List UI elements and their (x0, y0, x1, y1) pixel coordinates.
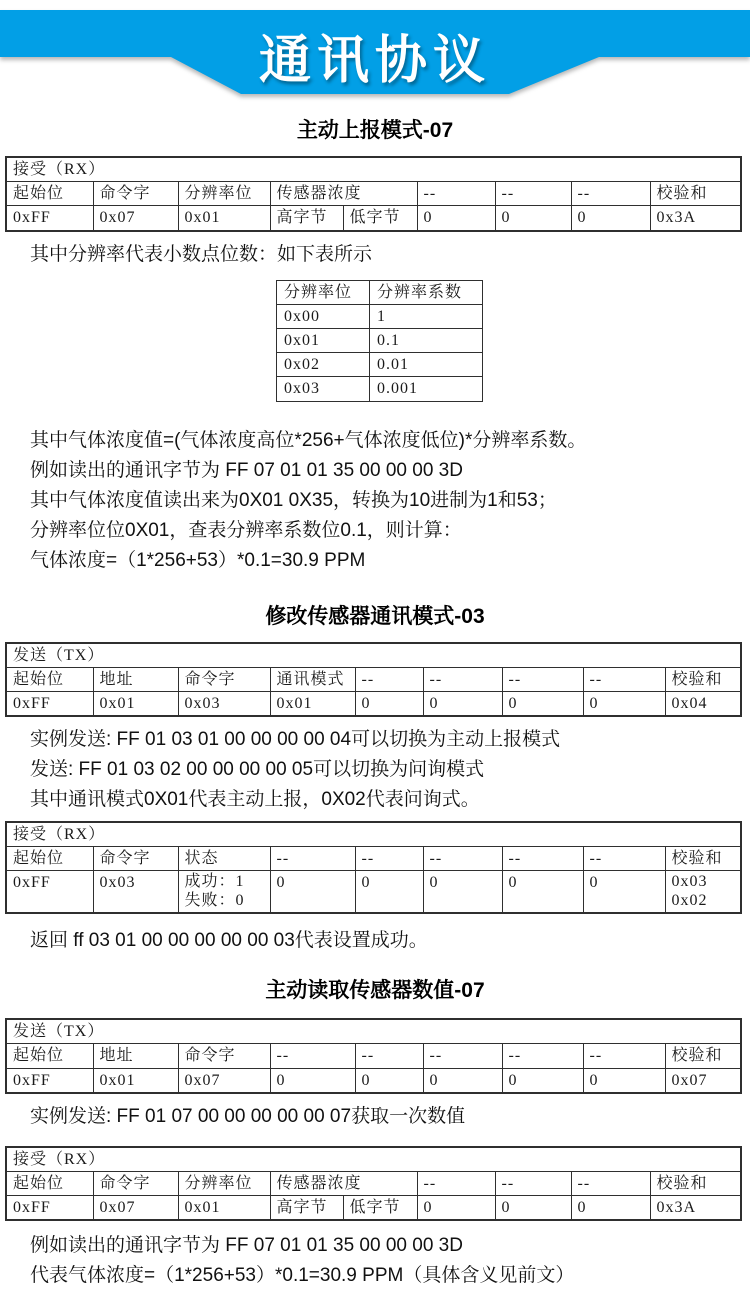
header-cell: 地址 (93, 1044, 178, 1068)
header-cell: -- (571, 182, 650, 206)
table-caption: 发送（TX） (6, 643, 741, 668)
data-cell: 0x07 (93, 206, 178, 231)
data-cell: 0x01 (93, 1068, 178, 1093)
data-cell: 0x07 (178, 1068, 270, 1093)
data-cell: 0 (270, 1068, 355, 1093)
table-caption: 发送（TX） (6, 1019, 741, 1044)
header-cell: -- (355, 1044, 423, 1068)
data-cell: 0 (571, 206, 650, 231)
table-data-row (6, 871, 741, 913)
table-header-row (6, 1044, 741, 1068)
section-title-report-mode: 主动上报模式-07 (296, 119, 454, 142)
data-cell: 0x07 (93, 1196, 178, 1221)
data-cell: 0x3A (650, 1196, 741, 1221)
data-cell: 0x01 (277, 328, 370, 352)
header-cell: -- (583, 1044, 665, 1068)
data-cell: 0 (583, 691, 665, 716)
header-cell: 状态 (178, 847, 270, 871)
status-cell (178, 871, 270, 913)
mode-paragraph (30, 725, 750, 815)
data-cell: 0x01 (178, 206, 270, 231)
header-cell: 起始位 (6, 1044, 93, 1068)
text-line: 例如读出的通讯字节为 FF 07 01 01 35 00 00 00 3D (30, 459, 463, 481)
header-cell: 分辨率位 (178, 1171, 270, 1195)
data-cell: 0x01 (93, 691, 178, 716)
table-caption-row (6, 643, 741, 668)
data-cell: 0xFF (6, 1068, 93, 1093)
data-cell: 0 (270, 871, 355, 913)
header-cell: 地址 (93, 667, 178, 691)
text-line: 其中气体浓度值=(气体浓度高位*256+气体浓度低位)*分辨率系数。 (30, 429, 587, 451)
table-caption: 接受（RX） (6, 157, 741, 182)
calculation-paragraph (30, 426, 750, 576)
table-caption-row (6, 1019, 741, 1044)
header-cell: 校验和 (650, 1171, 741, 1195)
header-cell: 命令字 (178, 667, 270, 691)
data-cell: 0 (355, 691, 423, 716)
table-caption-row (6, 822, 741, 847)
data-cell: 低字节 (343, 1196, 417, 1221)
status-line: 失败：0 (184, 891, 245, 909)
header-cell: -- (502, 847, 583, 871)
table-data-row (6, 691, 741, 716)
header-cell: 校验和 (665, 667, 741, 691)
data-cell: 0xFF (6, 1196, 93, 1221)
data-cell: 0 (495, 206, 571, 231)
header-cell: -- (417, 182, 495, 206)
read-example-text: 实例发送: FF 01 07 00 00 00 00 00 07获取一次数值 (30, 1105, 466, 1127)
data-cell: 0.1 (370, 328, 483, 352)
table-data-row (6, 1196, 741, 1221)
table-data-row (277, 328, 483, 352)
data-cell: 0 (423, 691, 502, 716)
text-line: 实例发送: FF 01 03 01 00 00 00 00 04可以切换为主动上报模式 (30, 729, 561, 751)
data-cell: 0 (583, 1068, 665, 1093)
text-line: 其中通讯模式0X01代表主动上报，0X02代表问询式。 (30, 789, 480, 811)
data-cell: 0 (355, 871, 423, 913)
text-line: 代表气体浓度=（1*256+53）*0.1=30.9 PPM（具体含义见前文） (30, 1265, 575, 1287)
data-cell: 0xFF (6, 206, 93, 231)
header-cell: 校验和 (665, 847, 741, 871)
header-cell: 命令字 (93, 1171, 178, 1195)
header-cell: 分辨率位 (277, 280, 370, 304)
header-cell: 起始位 (6, 1171, 93, 1195)
table-data-row (277, 353, 483, 377)
data-cell: 0 (423, 1068, 502, 1093)
header-cell: -- (423, 1044, 502, 1068)
data-cell: 0x00 (277, 304, 370, 328)
text-line: 其中气体浓度值读出来为0X01 0X35，转换为10进制为1和53； (30, 489, 557, 511)
header-cell: 通讯模式 (270, 667, 355, 691)
checksum-line: 0x02 (671, 891, 708, 909)
data-cell: 0 (417, 1196, 495, 1221)
data-cell: 0.01 (370, 353, 483, 377)
data-cell: 0x02 (277, 353, 370, 377)
data-cell: 0x03 (178, 691, 270, 716)
rx-read-table (5, 1146, 742, 1222)
header-banner (0, 0, 750, 100)
table-header-row (6, 182, 741, 206)
data-cell: 0x03 (93, 871, 178, 913)
header-cell: 起始位 (6, 182, 93, 206)
data-cell: 0 (502, 691, 583, 716)
header-cell: -- (423, 667, 502, 691)
header-cell: -- (571, 1171, 650, 1195)
header-cell: -- (417, 1171, 495, 1195)
resolution-note: 其中分辨率代表小数点位数：如下表所示 (30, 243, 373, 265)
data-cell: 0.001 (370, 377, 483, 401)
data-cell: 1 (370, 304, 483, 328)
header-cell: -- (423, 847, 502, 871)
data-cell: 0x04 (665, 691, 741, 716)
table-caption-row (6, 157, 741, 182)
text-line: 气体浓度=（1*256+53）*0.1=30.9 PPM (30, 549, 366, 571)
checksum-cell (665, 871, 741, 913)
data-cell: 0 (502, 871, 583, 913)
header-cell: 传感器浓度 (270, 182, 417, 206)
data-cell: 0 (583, 871, 665, 913)
header-cell: -- (270, 1044, 355, 1068)
table-data-row (6, 1068, 741, 1093)
rx-report-table (5, 156, 742, 232)
data-cell: 0x3A (650, 206, 741, 231)
data-cell: 低字节 (343, 206, 417, 231)
tx-read-table (5, 1018, 742, 1094)
header-cell: -- (583, 667, 665, 691)
table-data-row (6, 206, 741, 231)
table-header-row (6, 667, 741, 691)
data-cell: 0x01 (178, 1196, 270, 1221)
header-cell: -- (495, 1171, 571, 1195)
table-caption: 接受（RX） (6, 1147, 741, 1172)
data-cell: 0 (571, 1196, 650, 1221)
tx-mode-table (5, 642, 742, 718)
checksum-line: 0x03 (671, 873, 708, 891)
data-cell: 0xFF (6, 871, 93, 913)
resolution-table (276, 280, 483, 402)
data-cell: 高字节 (270, 206, 343, 231)
header-cell: -- (583, 847, 665, 871)
table-data-row (277, 304, 483, 328)
read-result-paragraph (30, 1231, 750, 1291)
data-cell: 0 (355, 1068, 423, 1093)
table-caption-row (6, 1147, 741, 1172)
section-title-read-value: 主动读取传感器数值-07 (265, 979, 485, 1003)
table-header-row (6, 847, 741, 871)
data-cell: 0 (502, 1068, 583, 1093)
data-cell: 0 (417, 206, 495, 231)
data-cell: 0xFF (6, 691, 93, 716)
status-line: 成功：1 (184, 873, 245, 891)
header-cell: 校验和 (650, 182, 741, 206)
header-cell: -- (495, 182, 571, 206)
data-cell: 0x07 (665, 1068, 741, 1093)
mode-return-text: 返回 ff 03 01 00 00 00 00 00 03代表设置成功。 (30, 930, 428, 952)
header-cell: 命令字 (178, 1044, 270, 1068)
header-cell: -- (270, 847, 355, 871)
header-cell: -- (355, 667, 423, 691)
text-line: 发送: FF 01 03 02 00 00 00 00 05可以切换为问询模式 (30, 759, 485, 781)
table-header-row (6, 1171, 741, 1195)
header-cell: -- (502, 667, 583, 691)
data-cell: 0 (423, 871, 502, 913)
table-caption: 接受（RX） (6, 822, 741, 847)
header-cell: 传感器浓度 (270, 1171, 417, 1195)
table-header-row (277, 280, 483, 304)
header-cell: -- (502, 1044, 583, 1068)
header-cell: 分辨率系数 (370, 280, 483, 304)
text-line: 例如读出的通讯字节为 FF 07 01 01 35 00 00 00 3D (30, 1235, 463, 1257)
rx-mode-table (5, 821, 742, 914)
text-line: 分辨率位位0X01，查表分辨率系数位0.1，则计算： (30, 519, 462, 541)
data-cell: 高字节 (270, 1196, 343, 1221)
header-cell: 分辨率位 (178, 182, 270, 206)
section-title-change-mode: 修改传感器通讯模式-03 (265, 604, 485, 628)
data-cell: 0x03 (277, 377, 370, 401)
header-cell: 命令字 (93, 182, 178, 206)
page-title: 通讯协议 (258, 32, 491, 90)
table-data-row (277, 377, 483, 401)
header-cell: 校验和 (665, 1044, 741, 1068)
header-cell: 起始位 (6, 667, 93, 691)
data-cell: 0x01 (270, 691, 355, 716)
data-cell: 0 (495, 1196, 571, 1221)
header-cell: -- (355, 847, 423, 871)
header-cell: 起始位 (6, 847, 93, 871)
header-cell: 命令字 (93, 847, 178, 871)
